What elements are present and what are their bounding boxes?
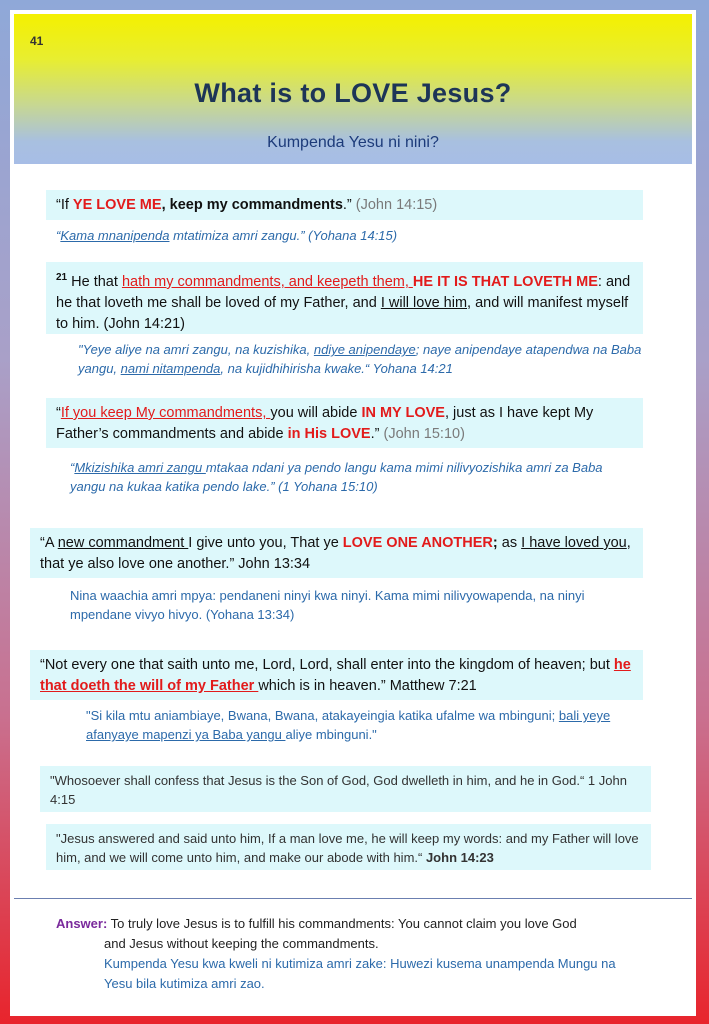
answer-label: Answer: bbox=[56, 916, 108, 931]
answer-swahili-2: Yesu bila kutimiza amri zao. bbox=[104, 976, 265, 991]
answer-block bbox=[56, 914, 676, 994]
verse-john-15-10: “If you keep My commandments, you will abide IN MY LOVE, just as I have kept My Father’s commandments and abide in His LOVE.” (John 15:10) bbox=[46, 398, 643, 448]
verse-swahili-yohana-15-10: “Mkizishika amri zangu mtakaa ndani ya pendo langu kama mimi nilivyozishika amri za Baba yangu na kukaa katika pendo lake.” (1 Yohana 15:10) bbox=[70, 460, 603, 494]
header-banner bbox=[14, 14, 692, 164]
divider bbox=[14, 898, 692, 899]
answer-english-1: To truly love Jesus is to fulfill his commandments: You cannot claim you love God bbox=[107, 916, 577, 931]
verse-john-14-23: "Jesus answered and said unto him, If a man love me, he will keep my words: and my Father will love him, and we will come unto him, and make our abode with him.“ John 14:23 bbox=[46, 824, 651, 870]
verse-swahili-yohana-13-34: Nina waachia amri mpya: pendaneni ninyi kwa ninyi. Kama mimi nilivyowapenda, na ninyi mpendane vivyo hivyo. (Yohana 13:34) bbox=[70, 588, 585, 622]
verse-1-john-4-15: "Whosoever shall confess that Jesus is the Son of God, God dwelleth in him, and he in God.“ 1 John 4:15 bbox=[40, 766, 651, 812]
answer-swahili-1: Kumpenda Yesu kwa kweli ni kutimiza amri zake: Huwezi kusema unampenda Mungu na bbox=[104, 956, 616, 971]
page-number: 41 bbox=[30, 34, 44, 48]
verse-swahili-yohana-14-15: “Kama mnanipenda mtatimiza amri zangu.” (Yohana 14:15) bbox=[56, 228, 398, 243]
verse-john-14-15: “If YE LOVE ME, keep my commandments.” (John 14:15) bbox=[46, 190, 643, 220]
verse-swahili-mathayo-7-21: "Si kila mtu aniambiaye, Bwana, Bwana, atakayeingia katika ufalme wa mbinguni; bali yeye afanyaye mapenzi ya Baba yangu aliye mbinguni." bbox=[86, 708, 611, 742]
page bbox=[10, 10, 696, 1016]
page-title: What is to LOVE Jesus? bbox=[194, 78, 512, 108]
verse-john-13-34: “A new commandment I give unto you, That ye LOVE ONE ANOTHER; as I have loved you, that ye also love one another.” John 13:34 bbox=[30, 528, 643, 578]
verse-matthew-7-21: “Not every one that saith unto me, Lord, Lord, shall enter into the kingdom of heaven; but he that doeth the will of my Father which is in heaven.” Matthew 7:21 bbox=[30, 650, 643, 700]
verse-john-14-21: $^{21}$ He that hath my commandments, and keepeth them, HE IT IS THAT LOVETH ME: and he that loveth me shall be loved of my Father, and I will love him, and will manifest myself to him. (John 14:21) bbox=[46, 262, 643, 334]
page-subtitle: Kumpenda Yesu ni nini? bbox=[267, 134, 439, 151]
verse-swahili-yohana-14-21: "Yeye aliye na amri zangu, na kuzishika, ndiye anipendaye; naye anipendaye atapendwa na Baba yangu, nami nitampenda, na kujidhihirisha kwake.“ Yohana 14:21 bbox=[78, 342, 642, 376]
answer-english-2: and Jesus without keeping the commandments. bbox=[104, 936, 379, 951]
